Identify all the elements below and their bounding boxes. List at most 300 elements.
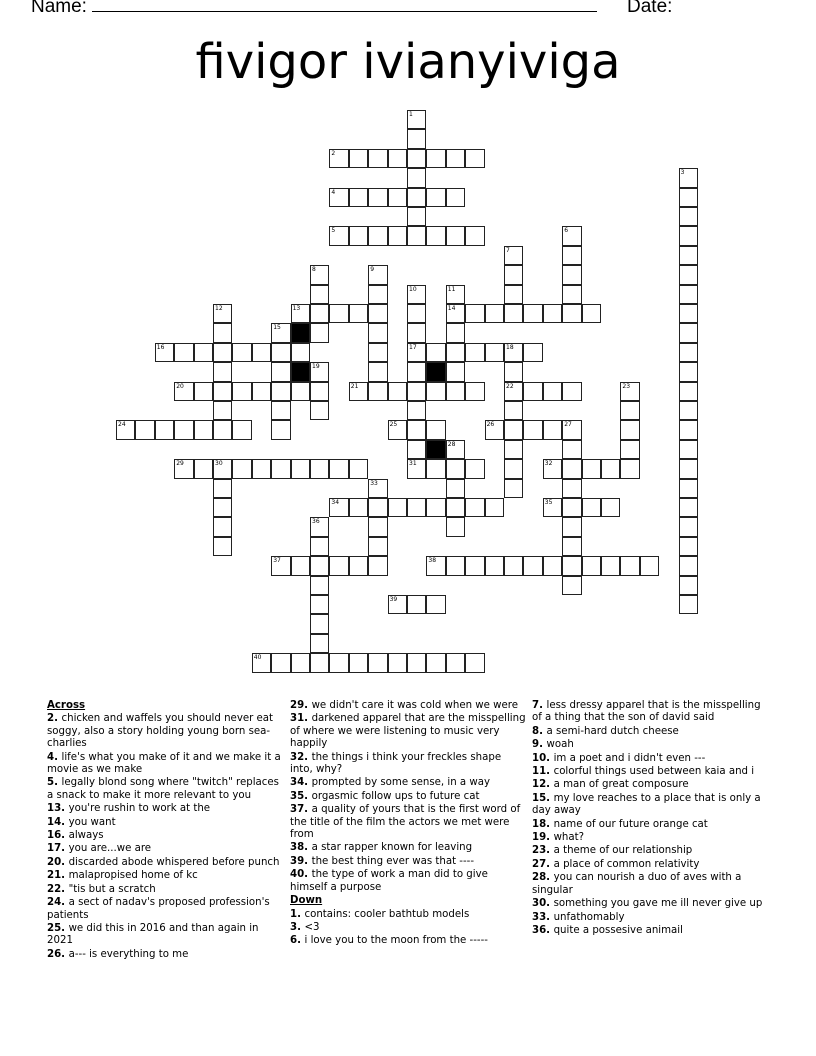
- crossword-cell[interactable]: [368, 498, 387, 517]
- crossword-cell[interactable]: [310, 285, 329, 304]
- crossword-cell[interactable]: [504, 382, 523, 401]
- crossword-cell[interactable]: [465, 304, 484, 323]
- crossword-cell[interactable]: [485, 556, 504, 575]
- clue-number: 18.: [532, 818, 554, 830]
- crossword-cell[interactable]: [329, 226, 348, 245]
- crossword-cell[interactable]: [446, 517, 465, 536]
- down-clue: [532, 912, 768, 924]
- clue-number: 14: [447, 305, 456, 312]
- crossword-cell[interactable]: [446, 653, 465, 672]
- crossword-cell[interactable]: [679, 382, 698, 401]
- crossword-cell[interactable]: [174, 420, 193, 439]
- clue-text: you're rushin to work at the: [68, 803, 211, 815]
- crossword-cell[interactable]: [446, 382, 465, 401]
- crossword-cell[interactable]: [523, 382, 542, 401]
- crossword-cell[interactable]: [407, 440, 426, 459]
- crossword-cell[interactable]: [562, 420, 581, 439]
- crossword-cell[interactable]: [620, 420, 639, 439]
- crossword-cell[interactable]: [523, 556, 542, 575]
- crossword-cell[interactable]: [329, 149, 348, 168]
- crossword-cell[interactable]: [407, 420, 426, 439]
- crossword-cell[interactable]: [174, 343, 193, 362]
- crossword-cell[interactable]: [349, 653, 368, 672]
- crossword-cell[interactable]: [329, 304, 348, 323]
- crossword-cell[interactable]: [582, 304, 601, 323]
- crossword-cell[interactable]: [679, 265, 698, 284]
- crossword-cell[interactable]: [679, 537, 698, 556]
- crossword-cell[interactable]: [679, 207, 698, 226]
- crossword-cell[interactable]: [310, 304, 329, 323]
- crossword-cell[interactable]: [562, 556, 581, 575]
- clue-number: 39.: [290, 855, 312, 867]
- clue-number: 30: [215, 460, 223, 468]
- clue-text: "tis but a scratch: [68, 883, 156, 895]
- crossword-cell[interactable]: [504, 265, 523, 284]
- clue-text: what?: [553, 832, 585, 844]
- crossword-cell[interactable]: [426, 498, 445, 517]
- crossword-cell[interactable]: [194, 420, 213, 439]
- clue-text: i love you to the moon from the -----: [304, 935, 488, 947]
- crossword-cell[interactable]: [213, 401, 232, 420]
- crossword-cell[interactable]: [407, 498, 426, 517]
- crossword-cell[interactable]: [213, 323, 232, 342]
- crossword-cell[interactable]: [446, 304, 465, 323]
- crossword-cell[interactable]: [407, 401, 426, 420]
- clue-number: 18: [506, 343, 514, 351]
- crossword-cell[interactable]: [679, 556, 698, 575]
- crossword-cell[interactable]: [291, 459, 310, 478]
- crossword-cell[interactable]: [368, 343, 387, 362]
- crossword-cell[interactable]: [329, 556, 348, 575]
- crossword-cell[interactable]: [310, 382, 329, 401]
- across-clue: [290, 777, 526, 789]
- crossword-cell[interactable]: [407, 285, 426, 304]
- crossword-cell[interactable]: [523, 420, 542, 439]
- crossword-cell[interactable]: [446, 498, 465, 517]
- crossword-cell[interactable]: [504, 420, 523, 439]
- crossword-cell[interactable]: [562, 246, 581, 265]
- crossword-cell[interactable]: [426, 149, 445, 168]
- clue-text: life's what you make of it and we make it a movie as we make: [47, 751, 281, 776]
- crossword-cell[interactable]: [291, 653, 310, 672]
- crossword-cell[interactable]: [446, 285, 465, 304]
- across-clue: [290, 869, 526, 894]
- crossword-cell[interactable]: [426, 556, 445, 575]
- clue-number: 25.: [47, 922, 69, 934]
- crossword-cell[interactable]: [349, 226, 368, 245]
- crossword-cell[interactable]: [310, 614, 329, 633]
- crossword-cell[interactable]: [194, 459, 213, 478]
- crossword-cell[interactable]: [310, 323, 329, 342]
- crossword-cell[interactable]: [271, 556, 290, 575]
- crossword-cell[interactable]: [407, 149, 426, 168]
- crossword-cell[interactable]: [310, 537, 329, 556]
- crossword-cell[interactable]: [504, 304, 523, 323]
- clue-text: unfathomably: [553, 911, 625, 923]
- crossword-cell[interactable]: [310, 401, 329, 420]
- crossword-cell[interactable]: [329, 459, 348, 478]
- crossword-cell[interactable]: [388, 498, 407, 517]
- crossword-cell[interactable]: [329, 188, 348, 207]
- clue-number: 22.: [47, 883, 69, 895]
- crossword-cell[interactable]: [388, 226, 407, 245]
- down-clue: [532, 819, 768, 831]
- crossword-cell[interactable]: [232, 343, 251, 362]
- crossword-cell[interactable]: [543, 498, 562, 517]
- crossword-cell[interactable]: [465, 226, 484, 245]
- crossword-cell[interactable]: [291, 304, 310, 323]
- crossword-cell[interactable]: [407, 459, 426, 478]
- crossword-cell[interactable]: [504, 285, 523, 304]
- down-clue: [532, 739, 768, 751]
- crossword-cell[interactable]: [368, 323, 387, 342]
- name-label: Name:: [31, 0, 87, 17]
- crossword-cell[interactable]: [291, 343, 310, 362]
- crossword-cell[interactable]: [679, 226, 698, 245]
- clue-text: a theme of our relationship: [553, 845, 693, 857]
- crossword-cell[interactable]: [426, 188, 445, 207]
- crossword-cell[interactable]: [407, 382, 426, 401]
- crossword-cell[interactable]: [135, 420, 154, 439]
- crossword-cell[interactable]: [310, 517, 329, 536]
- crossword-cell[interactable]: [310, 576, 329, 595]
- crossword-cell[interactable]: [485, 343, 504, 362]
- clue-number: 26.: [47, 948, 69, 960]
- crossword-cell[interactable]: [562, 517, 581, 536]
- crossword-cell[interactable]: [446, 479, 465, 498]
- crossword-cell[interactable]: [407, 226, 426, 245]
- crossword-cell[interactable]: [426, 226, 445, 245]
- crossword-cell[interactable]: [213, 479, 232, 498]
- crossword-cell[interactable]: [543, 304, 562, 323]
- clue-number: 3: [680, 169, 685, 177]
- crossword-cell[interactable]: [368, 362, 387, 381]
- crossword-cell[interactable]: [252, 343, 271, 362]
- crossword-cell[interactable]: [310, 595, 329, 614]
- clue-number: 35: [544, 499, 553, 506]
- crossword-cell[interactable]: [601, 556, 620, 575]
- across-clue: [47, 817, 282, 829]
- clue-text: a sect of nadav's proposed profession's patients: [47, 897, 270, 921]
- crossword-cell[interactable]: [582, 459, 601, 478]
- crossword-cell[interactable]: [291, 556, 310, 575]
- clue-number: 40.: [290, 869, 312, 881]
- crossword-cell[interactable]: [465, 382, 484, 401]
- clue-number: 29: [176, 460, 184, 468]
- crossword-cell[interactable]: [213, 498, 232, 517]
- across-clue: [290, 700, 526, 712]
- across-clue: [290, 856, 526, 868]
- crossword-cell[interactable]: [271, 362, 290, 381]
- clue-number: 36.: [532, 924, 554, 936]
- crossword-cell[interactable]: [620, 556, 639, 575]
- crossword-cell[interactable]: [562, 479, 581, 498]
- crossword-cell[interactable]: [194, 343, 213, 362]
- crossword-cell[interactable]: [271, 323, 290, 342]
- crossword-cell[interactable]: [446, 343, 465, 362]
- crossword-cell[interactable]: [562, 576, 581, 595]
- crossword-cell[interactable]: [465, 653, 484, 672]
- crossword-cell[interactable]: [368, 265, 387, 284]
- crossword-cell[interactable]: [679, 285, 698, 304]
- crossword-cell[interactable]: [310, 634, 329, 653]
- crossword-cell[interactable]: [388, 653, 407, 672]
- crossword-cell[interactable]: [426, 653, 445, 672]
- clue-text: the things i think your freckles shape into, why?: [290, 751, 502, 776]
- crossword-cell[interactable]: [504, 362, 523, 381]
- crossword-cell[interactable]: [562, 440, 581, 459]
- crossword-cell[interactable]: [271, 382, 290, 401]
- clue-number: 11: [447, 285, 456, 293]
- crossword-cell[interactable]: [213, 537, 232, 556]
- crossword-cell[interactable]: [426, 343, 445, 362]
- crossword-cell[interactable]: [271, 459, 290, 478]
- puzzle-title: fivigor ivianyiviga: [195, 34, 621, 90]
- crossword-cell[interactable]: [388, 595, 407, 614]
- crossword-cell[interactable]: [155, 420, 174, 439]
- crossword-cell[interactable]: [194, 382, 213, 401]
- crossword-cell[interactable]: [349, 188, 368, 207]
- crossword-cell[interactable]: [213, 517, 232, 536]
- crossword-cell[interactable]: [446, 440, 465, 459]
- crossword-cell[interactable]: [485, 498, 504, 517]
- crossword-cell[interactable]: [485, 304, 504, 323]
- clue-number: 3.: [290, 921, 305, 933]
- crossword-cell[interactable]: [523, 343, 542, 362]
- crossword-cell[interactable]: [679, 595, 698, 614]
- crossword-cell[interactable]: [640, 556, 659, 575]
- crossword-cell[interactable]: [504, 440, 523, 459]
- crossword-cell[interactable]: [407, 110, 426, 129]
- crossword-cell[interactable]: [407, 168, 426, 187]
- crossword-cell[interactable]: [562, 265, 581, 284]
- clue-number: 4.: [47, 751, 62, 763]
- crossword-cell[interactable]: [465, 149, 484, 168]
- crossword-cell[interactable]: [465, 459, 484, 478]
- crossword-cell[interactable]: [407, 129, 426, 148]
- crossword-cell[interactable]: [562, 304, 581, 323]
- clue-number: 9: [370, 266, 375, 274]
- crossword-cell[interactable]: [271, 653, 290, 672]
- clue-number: 19: [312, 363, 320, 371]
- crossword-cell[interactable]: [679, 517, 698, 536]
- crossword-cell[interactable]: [310, 653, 329, 672]
- crossword-cell[interactable]: [504, 459, 523, 478]
- clue-text: we didn't care it was cold when we were: [311, 700, 518, 711]
- clue-number: 13: [292, 305, 301, 312]
- clue-text: the type of work a man did to give himself a purpose: [290, 869, 488, 893]
- clue-text: im a poet and i didn't even ---: [553, 752, 706, 764]
- crossword-cell[interactable]: [446, 226, 465, 245]
- crossword-cell[interactable]: [446, 556, 465, 575]
- crossword-cell[interactable]: [407, 362, 426, 381]
- crossword-cell[interactable]: [310, 265, 329, 284]
- crossword-cell[interactable]: [562, 459, 581, 478]
- crossword-cell[interactable]: [679, 304, 698, 323]
- crossword-cell[interactable]: [232, 459, 251, 478]
- crossword-cell[interactable]: [543, 420, 562, 439]
- crossword-cell[interactable]: [620, 382, 639, 401]
- crossword-cell[interactable]: [271, 401, 290, 420]
- crossword-cell[interactable]: [523, 304, 542, 323]
- crossword-cell[interactable]: [562, 226, 581, 245]
- crossword-cell[interactable]: [504, 556, 523, 575]
- crossword-cell[interactable]: [368, 188, 387, 207]
- crossword-cell[interactable]: [465, 556, 484, 575]
- crossword-cell[interactable]: [310, 459, 329, 478]
- crossword-cell[interactable]: [116, 420, 135, 439]
- crossword-cell[interactable]: [620, 459, 639, 478]
- crossword-cell[interactable]: [349, 459, 368, 478]
- crossword-cell[interactable]: [388, 188, 407, 207]
- crossword-cell[interactable]: [213, 459, 232, 478]
- crossword-cell[interactable]: [388, 149, 407, 168]
- crossword-cell[interactable]: [155, 343, 174, 362]
- crossword-cell[interactable]: [446, 188, 465, 207]
- crossword-cell[interactable]: [213, 420, 232, 439]
- crossword-cell[interactable]: [679, 498, 698, 517]
- crossword-cell[interactable]: [368, 149, 387, 168]
- crossword-cell[interactable]: [562, 498, 581, 517]
- crossword-cell[interactable]: [407, 595, 426, 614]
- crossword-cell[interactable]: [388, 420, 407, 439]
- crossword-cell[interactable]: [426, 382, 445, 401]
- across-heading: Across: [47, 700, 86, 711]
- crossword-cell[interactable]: [368, 537, 387, 556]
- clue-number: 21: [350, 382, 359, 390]
- crossword-cell[interactable]: [679, 420, 698, 439]
- crossword-cell[interactable]: [349, 149, 368, 168]
- clues-column-3: [532, 700, 768, 938]
- crossword-cell[interactable]: [543, 382, 562, 401]
- crossword-cell[interactable]: [368, 479, 387, 498]
- crossword-cell[interactable]: [679, 576, 698, 595]
- crossword-cell[interactable]: [620, 401, 639, 420]
- clue-number: 23: [622, 382, 631, 390]
- crossword-cell[interactable]: [504, 343, 523, 362]
- crossword-cell[interactable]: [679, 343, 698, 362]
- crossword-cell[interactable]: [582, 556, 601, 575]
- across-clue: [290, 713, 526, 750]
- crossword-cell[interactable]: [504, 479, 523, 498]
- crossword-cell[interactable]: [368, 382, 387, 401]
- crossword-cell[interactable]: [232, 382, 251, 401]
- clue-number: 11.: [532, 766, 554, 778]
- crossword-cell[interactable]: [679, 440, 698, 459]
- crossword-cell[interactable]: [329, 653, 348, 672]
- crossword-cell[interactable]: [679, 188, 698, 207]
- crossword-cell[interactable]: [232, 420, 251, 439]
- crossword-cell[interactable]: [329, 498, 348, 517]
- crossword-cell[interactable]: [310, 362, 329, 381]
- crossword-cell[interactable]: [679, 246, 698, 265]
- crossword-cell[interactable]: [349, 556, 368, 575]
- crossword-cell[interactable]: [174, 459, 193, 478]
- crossword-cell[interactable]: [368, 226, 387, 245]
- crossword-cell[interactable]: [368, 517, 387, 536]
- crossword-cell[interactable]: [213, 362, 232, 381]
- crossword-cell[interactable]: [679, 323, 698, 342]
- crossword-cell[interactable]: [426, 459, 445, 478]
- crossword-cell[interactable]: [620, 440, 639, 459]
- crossword-cell[interactable]: [426, 420, 445, 439]
- crossword-cell[interactable]: [388, 382, 407, 401]
- clue-number: 19.: [532, 832, 554, 844]
- crossword-cell[interactable]: [213, 304, 232, 323]
- crossword-cell[interactable]: [349, 498, 368, 517]
- clue-text: you can nourish a duo of aves with a singular: [532, 872, 742, 896]
- crossword-cell[interactable]: [562, 537, 581, 556]
- crossword-cell[interactable]: [252, 382, 271, 401]
- crossword-cell[interactable]: [679, 362, 698, 381]
- crossword-cell[interactable]: [485, 420, 504, 439]
- crossword-cell[interactable]: [446, 459, 465, 478]
- black-square: [291, 362, 310, 381]
- crossword-cell[interactable]: [562, 285, 581, 304]
- crossword-cell[interactable]: [446, 149, 465, 168]
- crossword-cell[interactable]: [601, 498, 620, 517]
- crossword-cell[interactable]: [407, 343, 426, 362]
- crossword-cell[interactable]: [310, 556, 329, 575]
- crossword-cell[interactable]: [504, 246, 523, 265]
- crossword-cell[interactable]: [679, 459, 698, 478]
- clue-number: 32: [544, 460, 553, 468]
- crossword-cell[interactable]: [543, 556, 562, 575]
- crossword-cell[interactable]: [213, 382, 232, 401]
- crossword-cell[interactable]: [368, 285, 387, 304]
- clue-text: <3: [304, 921, 320, 933]
- crossword-cell[interactable]: [407, 207, 426, 226]
- crossword-cell[interactable]: [562, 382, 581, 401]
- crossword-cell[interactable]: [504, 401, 523, 420]
- crossword-cell[interactable]: [174, 382, 193, 401]
- crossword-cell[interactable]: [679, 168, 698, 187]
- crossword-cell[interactable]: [368, 304, 387, 323]
- crossword-cell[interactable]: [407, 653, 426, 672]
- crossword-cell[interactable]: [543, 459, 562, 478]
- crossword-cell[interactable]: [271, 343, 290, 362]
- crossword-cell[interactable]: [426, 595, 445, 614]
- crossword-cell[interactable]: [407, 188, 426, 207]
- crossword-cell[interactable]: [368, 556, 387, 575]
- crossword-cell[interactable]: [271, 420, 290, 439]
- crossword-cell[interactable]: [368, 653, 387, 672]
- crossword-cell[interactable]: [252, 653, 271, 672]
- across-clue: [290, 842, 526, 854]
- crossword-cell[interactable]: [465, 343, 484, 362]
- crossword-cell[interactable]: [601, 459, 620, 478]
- crossword-cell[interactable]: [407, 304, 426, 323]
- clue-text: legally blond song where "twitch" replaces a snack to make it more relevant to you: [47, 777, 279, 801]
- crossword-cell[interactable]: [446, 323, 465, 342]
- clue-number: 8: [312, 266, 316, 274]
- crossword-cell[interactable]: [291, 382, 310, 401]
- clue-number: 29.: [290, 700, 312, 711]
- crossword-cell[interactable]: [679, 401, 698, 420]
- crossword-cell[interactable]: [407, 323, 426, 342]
- date-label: Date:: [627, 0, 673, 17]
- crossword-cell[interactable]: [252, 459, 271, 478]
- crossword-cell[interactable]: [582, 498, 601, 517]
- crossword-cell[interactable]: [446, 362, 465, 381]
- across-clue: [47, 803, 282, 815]
- crossword-cell[interactable]: [465, 498, 484, 517]
- crossword-cell[interactable]: [213, 343, 232, 362]
- crossword-cell[interactable]: [679, 479, 698, 498]
- across-clue: [47, 777, 282, 802]
- crossword-cell[interactable]: [349, 304, 368, 323]
- crossword-cell[interactable]: [349, 382, 368, 401]
